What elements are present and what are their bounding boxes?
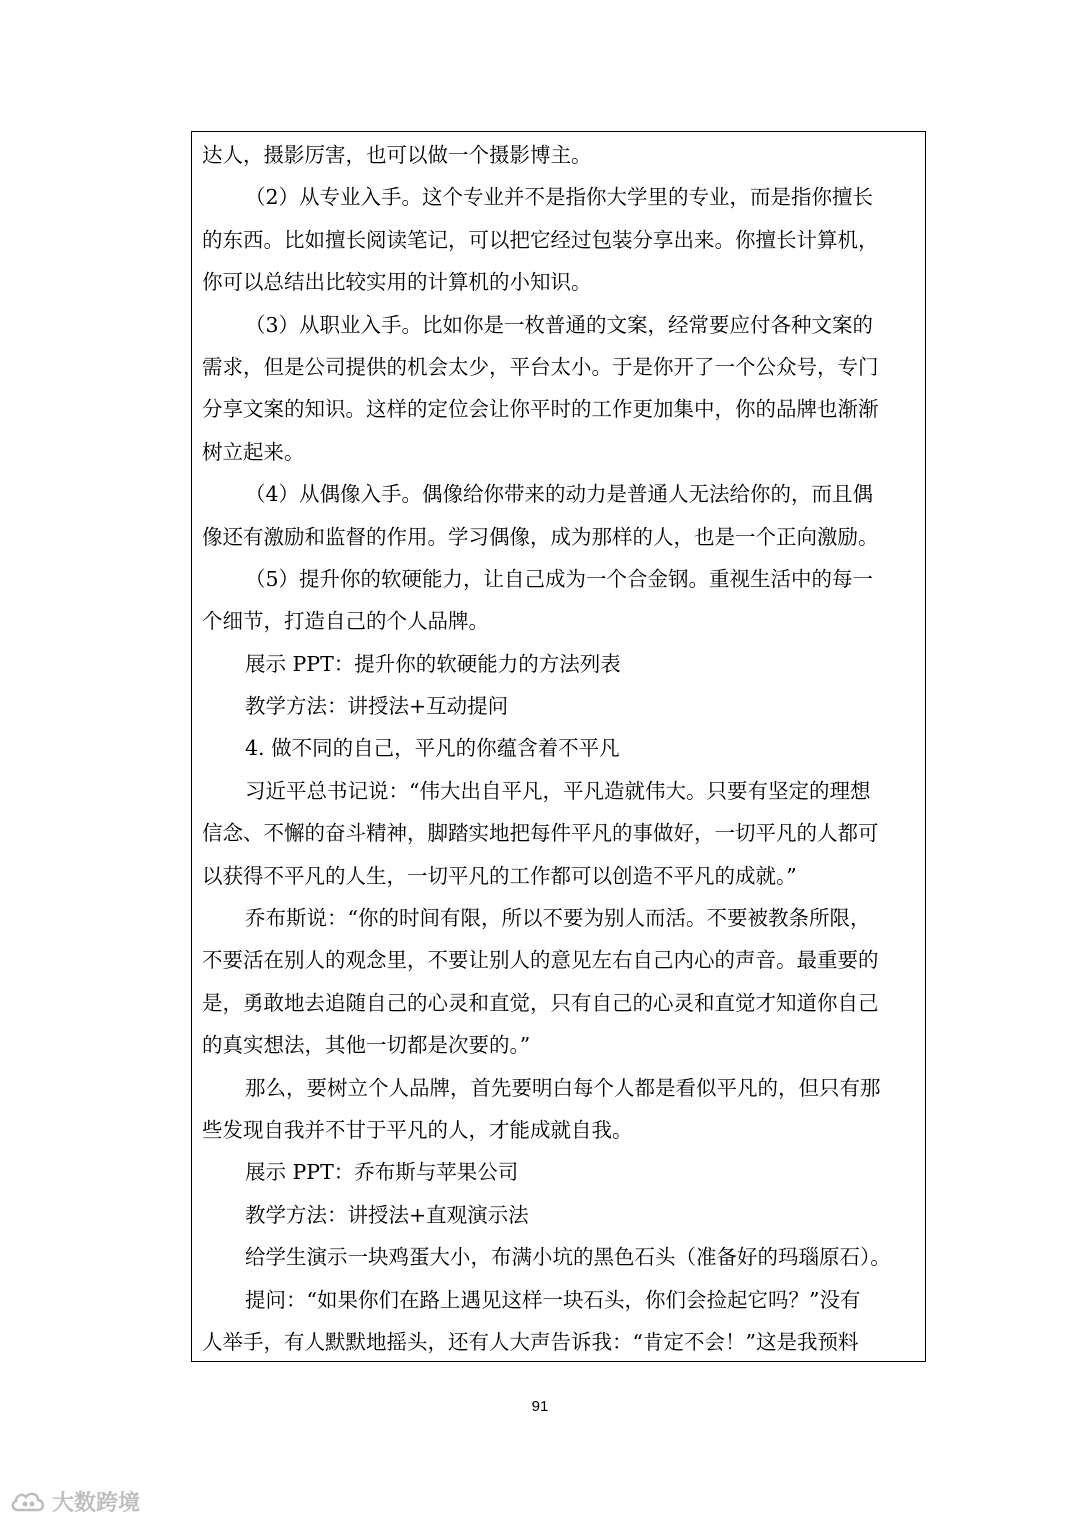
text-line: 给学生演示一块鸡蛋大小，布满小坑的黑色石头（准备好的玛瑙原石）。 xyxy=(245,1245,891,1270)
text-line: 以获得不平凡的人生，一切平凡的工作都可以创造不平凡的成就。” xyxy=(202,863,797,888)
text-line: 的东西。比如擅长阅读笔记，可以把它经过包装分享出来。你擅长计算机， xyxy=(202,227,879,252)
text-line: 像还有激励和监督的作用。学习偶像，成为那样的人，也是一个正向激励。 xyxy=(202,524,879,549)
text-line: 你可以总结出比较实用的计算机的小知识。 xyxy=(202,270,592,295)
document-body xyxy=(202,134,918,1363)
text-line: 那么，要树立个人品牌，首先要明白每个人都是看似平凡的，但只有那 xyxy=(245,1075,881,1100)
text-line: 乔布斯说：“你的时间有限，所以不要为别人而活。不要被教条所限， xyxy=(245,906,871,931)
text-line: 的真实想法，其他一切都是次要的。” xyxy=(202,1033,531,1058)
text-line: 4. 做不同的自己，平凡的你蕴含着不平凡 xyxy=(245,736,620,761)
text-line: （4）从偶像入手。偶像给你带来的动力是普通人无法给你的，而且偶 xyxy=(245,482,874,507)
text-line: 个细节，打造自己的个人品牌。 xyxy=(202,609,489,634)
text-line: 达人，摄影厉害，也可以做一个摄影博主。 xyxy=(202,143,592,167)
text-line: 不要活在别人的观念里，不要让别人的意见左右自己内心的声音。最重要的 xyxy=(202,948,879,973)
text-line: 展示 PPT：提升你的软硬能力的方法列表 xyxy=(245,651,621,676)
text-line: 是，勇敢地去追随自己的心灵和直觉，只有自己的心灵和直觉才知道你自己 xyxy=(202,990,879,1015)
text-line: 提问：“如果你们在路上遇见这样一块石头，你们会捡起它吗？”没有 xyxy=(245,1287,861,1312)
text-line: 信念、不懈的奋斗精神，脚踏实地把每件平凡的事做好，一切平凡的人都可 xyxy=(202,821,879,846)
text-line: 人举手，有人默默地摇头，还有人大声告诉我：“肯定不会！”这是我预料 xyxy=(202,1329,859,1354)
watermark-text: 大数跨境 xyxy=(52,1491,141,1516)
text-line: 些发现自我并不甘于平凡的人，才能成就自我。 xyxy=(202,1117,633,1142)
text-line: （2）从专业入手。这个专业并不是指你大学里的专业，而是指你擅长 xyxy=(245,185,874,210)
text-line: （3）从职业入手。比如你是一枚普通的文案，经常要应付各种文案的 xyxy=(245,312,874,337)
text-line: 树立起来。 xyxy=(202,439,305,464)
cloud-logo-icon xyxy=(10,1490,46,1514)
text-line: 需求，但是公司提供的机会太少，平台太小。于是你开了一个公众号，专门 xyxy=(202,354,879,379)
text-line: 教学方法：讲授法+互动提问 xyxy=(245,694,509,719)
text-line: 展示 PPT：乔布斯与苹果公司 xyxy=(245,1160,519,1185)
text-line: 分享文案的知识。这样的定位会让你平时的工作更加集中，你的品牌也渐渐 xyxy=(202,397,879,422)
text-line: （5）提升你的软硬能力，让自己成为一个合金钢。重视生活中的每一 xyxy=(245,566,874,591)
watermark xyxy=(10,1486,140,1517)
text-line: 教学方法：讲授法+直观演示法 xyxy=(245,1202,529,1227)
page-number: 91 xyxy=(531,1398,549,1415)
text-line: 习近平总书记说：“伟大出自平凡，平凡造就伟大。只要有坚定的理想 xyxy=(245,778,871,803)
